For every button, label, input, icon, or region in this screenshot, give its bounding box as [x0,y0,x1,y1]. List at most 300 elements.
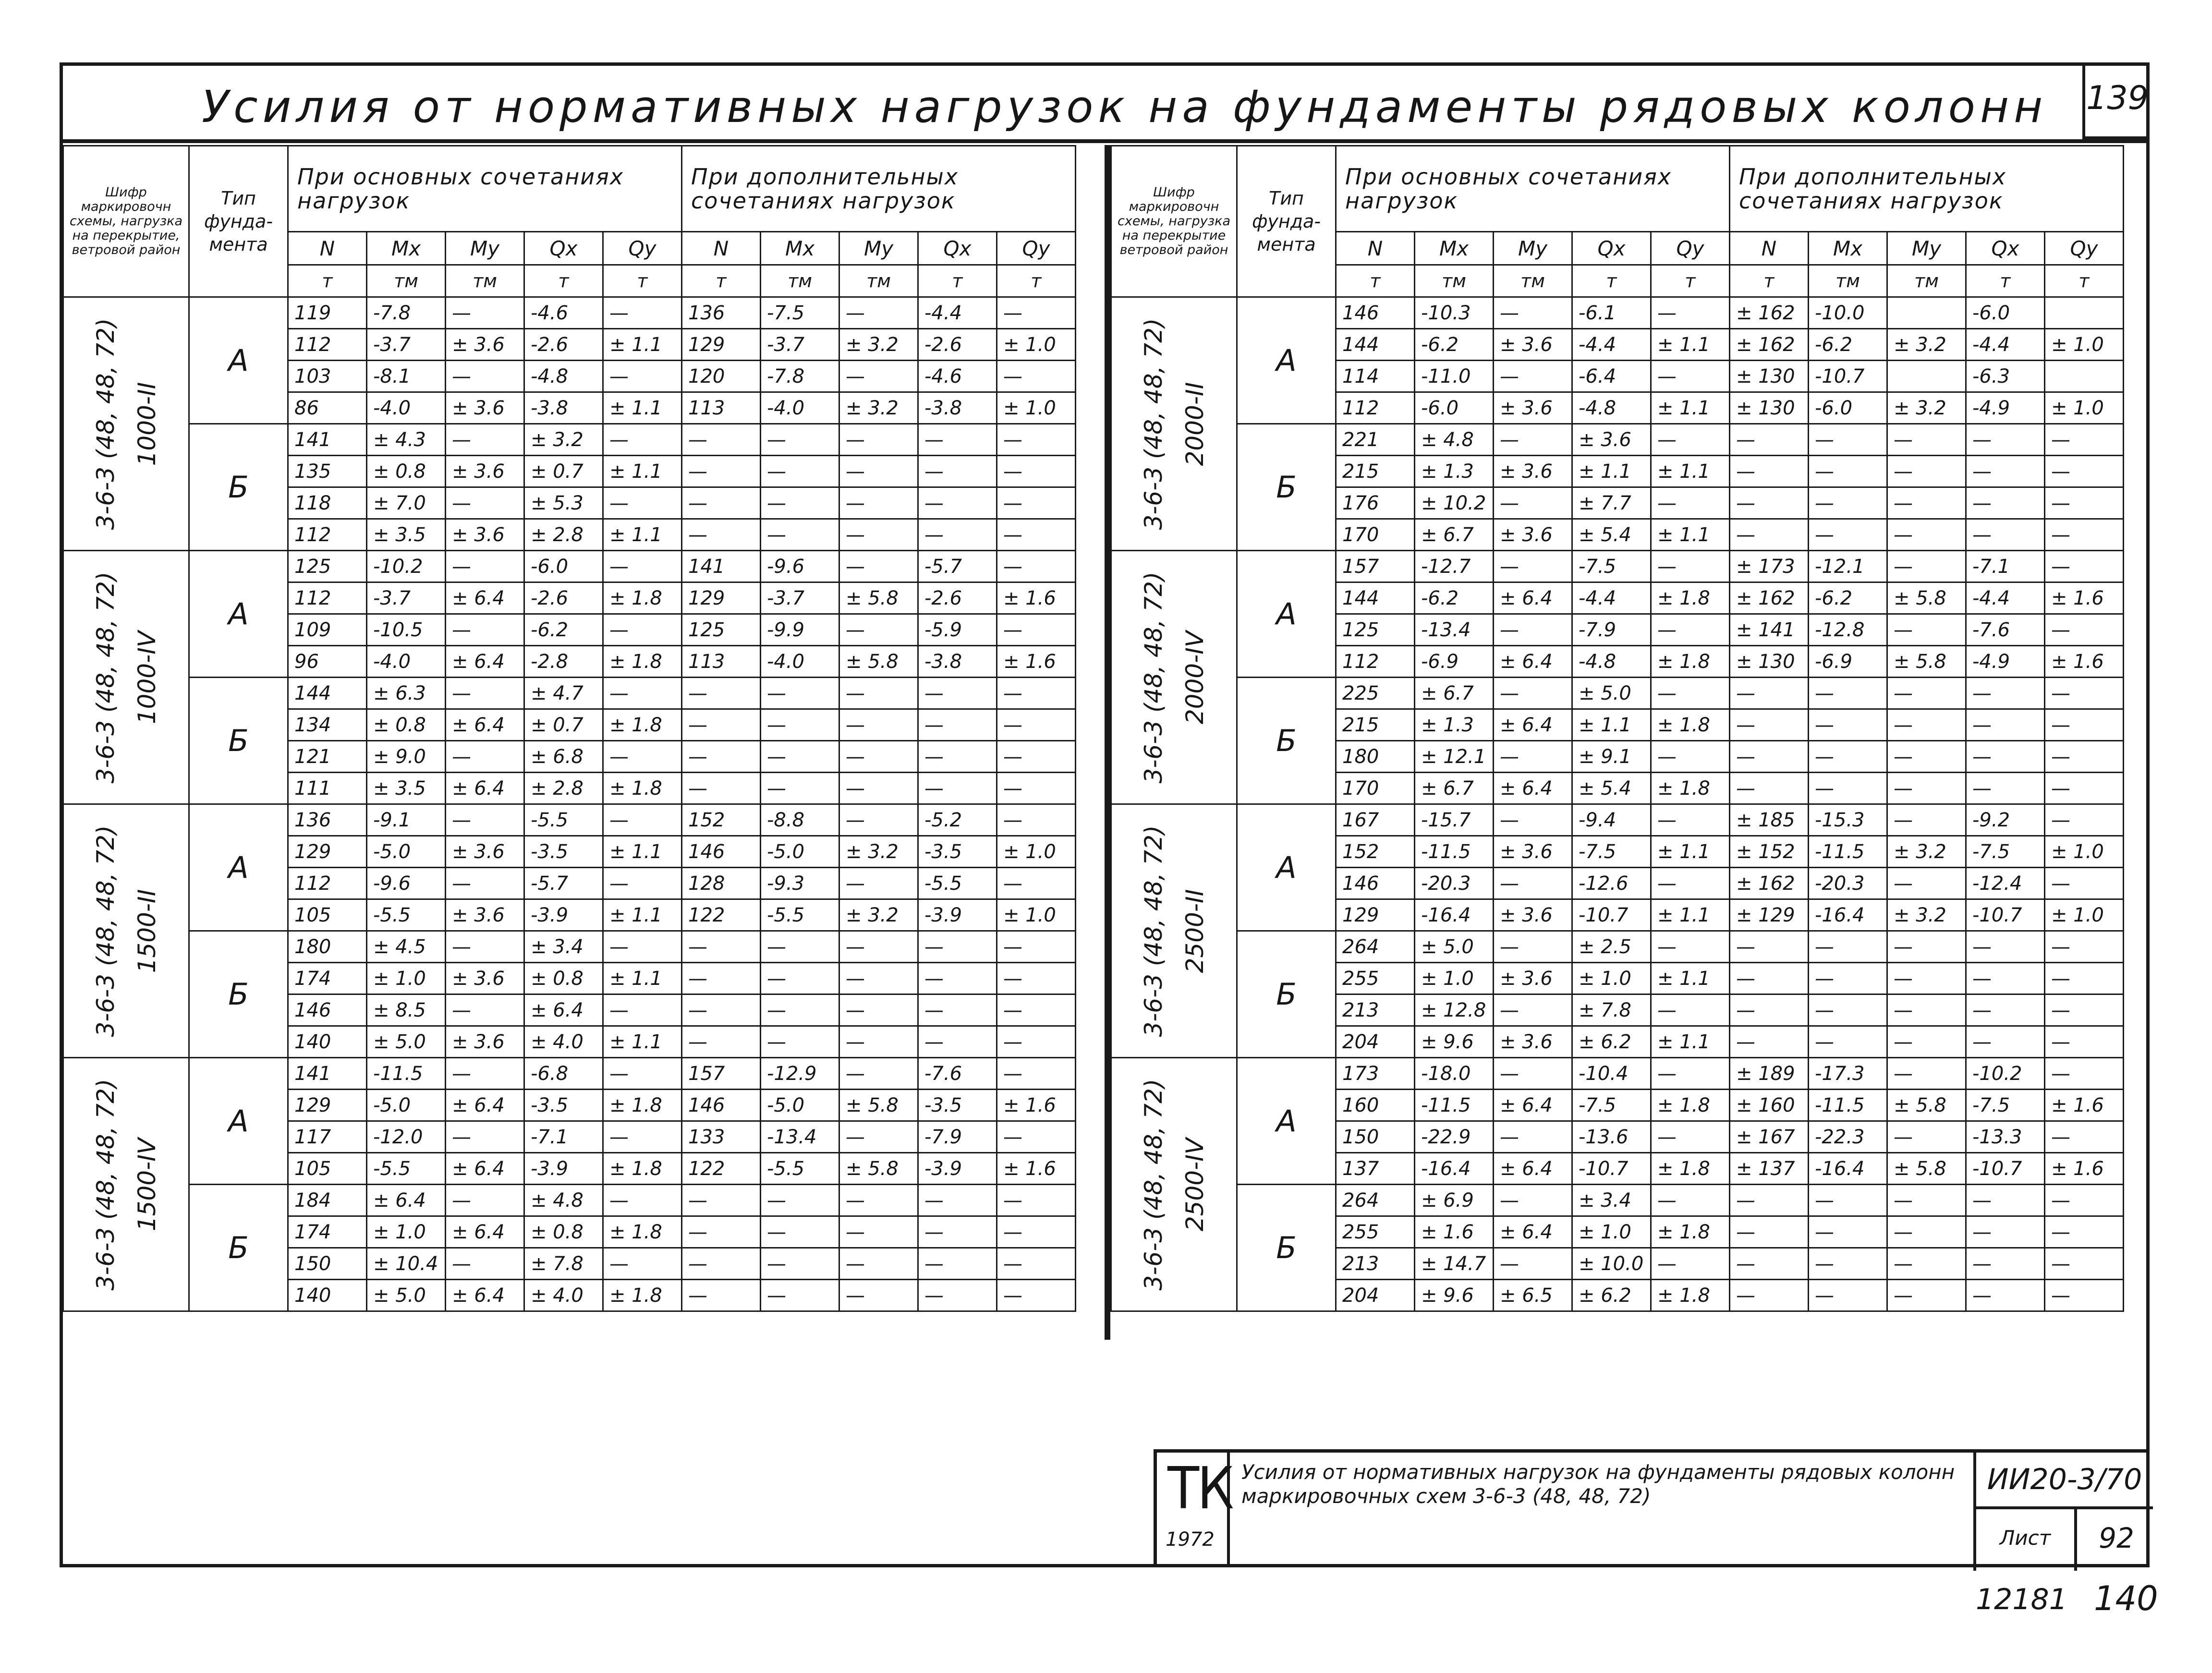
table-row [63,297,1076,329]
value-cell: -5.7 [524,868,603,899]
value-cell: ± 130 [1730,646,1809,678]
value-cell: ± 3.6 [1494,392,1572,424]
scheme-label [1133,571,1215,783]
value-cell: ± 1.1 [1651,899,1730,931]
header-extra-combinations: При дополнительных сочетаниях нагрузок [1730,146,2124,232]
value-cell: — [918,678,997,709]
value-cell: 204 [1336,1280,1415,1311]
value-cell: — [682,1026,761,1058]
value-cell: — [1494,487,1572,519]
value-cell: — [603,297,682,329]
value-cell: ± 0.8 [367,709,446,741]
value-cell: — [603,1121,682,1153]
value-cell: -7.5 [1966,836,2045,868]
value-cell: -5.5 [918,868,997,899]
value-cell: — [446,614,524,646]
value-cell: — [839,868,918,899]
foundation-type: А [189,804,288,931]
value-cell: -4.0 [367,646,446,678]
value-cell: -7.6 [1966,614,2045,646]
value-cell: — [1730,1216,1809,1248]
value-cell: 173 [1336,1058,1415,1090]
value-cell: ± 8.5 [367,994,446,1026]
title-block [1154,1449,2150,1567]
value-cell: — [1809,1185,1887,1216]
value-cell: — [2045,1026,2124,1058]
table-row [63,551,1076,582]
value-cell: ± 6.5 [1494,1280,1572,1311]
value-cell: — [839,614,918,646]
value-cell [2045,361,2124,392]
value-cell: -4.9 [1966,646,2045,678]
value-cell: 225 [1336,678,1415,709]
header-unit: тм [1887,265,1966,297]
value-cell: — [918,741,997,773]
value-cell: — [761,424,839,456]
value-cell: ± 162 [1730,582,1809,614]
header-symbol: N [288,232,367,265]
value-cell: — [997,1026,1076,1058]
value-cell: — [1730,994,1809,1026]
value-cell: ± 3.2 [839,836,918,868]
value-cell: — [2045,1280,2124,1311]
value-cell: — [2045,424,2124,456]
value-cell: ± 1.3 [1415,709,1494,741]
value-cell: — [603,678,682,709]
value-cell: — [446,297,524,329]
foundation-type: А [189,551,288,678]
value-cell: -3.8 [524,392,603,424]
value-cell: — [1651,868,1730,899]
value-cell: ± 7.8 [524,1248,603,1280]
value-cell: — [1494,678,1572,709]
value-cell: — [1809,678,1887,709]
value-cell: -12.4 [1966,868,2045,899]
value-cell: -3.7 [367,329,446,361]
value-cell: — [2045,709,2124,741]
value-cell: -10.7 [1572,1153,1651,1185]
value-cell: -4.4 [1572,329,1651,361]
value-cell: ± 1.0 [2045,392,2124,424]
value-cell: -18.0 [1415,1058,1494,1090]
value-cell: ± 1.1 [603,519,682,551]
header-scheme: Шифр маркировочн схемы, нагрузка на перекрытие, ветровой район [63,146,189,297]
value-cell: -12.0 [367,1121,446,1153]
value-cell: ± 1.0 [1572,1216,1651,1248]
value-cell: ± 1.0 [2045,329,2124,361]
value-cell: 112 [288,582,367,614]
value-cell: ± 1.1 [603,392,682,424]
value-cell: — [997,361,1076,392]
value-cell: -16.4 [1415,1153,1494,1185]
value-cell: -5.0 [367,836,446,868]
value-cell: -4.4 [918,297,997,329]
value-cell: ± 1.8 [1651,773,1730,804]
value-cell: ± 2.8 [524,773,603,804]
value-cell: — [682,1280,761,1311]
value-cell: — [997,424,1076,456]
value-cell: — [1966,519,2045,551]
value-cell: — [1887,994,1966,1026]
value-cell: ± 130 [1730,361,1809,392]
value-cell: — [2045,1185,2124,1216]
value-cell: -13.3 [1966,1121,2045,1153]
value-cell: -5.0 [761,836,839,868]
header-unit: т [997,265,1076,297]
value-cell: — [761,1280,839,1311]
value-cell: — [918,424,997,456]
stamp-year: 1972 [1166,1528,1215,1551]
value-cell: — [1966,1216,2045,1248]
value-cell: -12.7 [1415,551,1494,582]
value-cell: — [603,868,682,899]
value-cell: — [918,487,997,519]
value-cell: — [997,1216,1076,1248]
value-cell: — [839,741,918,773]
header-unit: тм [761,265,839,297]
value-cell: — [1494,551,1572,582]
value-cell: ± 152 [1730,836,1809,868]
value-cell: — [1966,963,2045,994]
value-cell: — [2045,1058,2124,1090]
value-cell: ± 1.6 [2045,1090,2124,1121]
value-cell: ± 12.8 [1415,994,1494,1026]
value-cell: ± 189 [1730,1058,1809,1090]
value-cell: 170 [1336,773,1415,804]
value-cell: ± 3.6 [446,519,524,551]
value-cell: — [2045,804,2124,836]
value-cell: ± 1.8 [603,1153,682,1185]
table-row [1111,551,2124,582]
value-cell: ± 6.3 [367,678,446,709]
value-cell: -15.3 [1809,804,1887,836]
value-cell: ± 1.8 [603,773,682,804]
value-cell: ± 1.1 [603,329,682,361]
header-symbol: N [682,232,761,265]
value-cell: — [839,1185,918,1216]
title-divider [60,139,2150,143]
scheme-label [1133,318,1215,530]
value-cell: -3.9 [524,899,603,931]
value-cell: — [1494,1058,1572,1090]
value-cell: ± 129 [1730,899,1809,931]
value-cell: -7.8 [367,297,446,329]
value-cell: ± 5.8 [839,582,918,614]
value-cell: -6.3 [1966,361,2045,392]
value-cell: 157 [1336,551,1415,582]
value-cell: — [2045,614,2124,646]
value-cell [2045,297,2124,329]
value-cell: -2.6 [524,329,603,361]
value-cell: -20.3 [1415,868,1494,899]
value-cell: — [446,1121,524,1153]
value-cell: 111 [288,773,367,804]
value-cell: — [1494,297,1572,329]
value-cell: 119 [288,297,367,329]
value-cell: -9.6 [761,551,839,582]
value-cell: -4.4 [1966,582,2045,614]
value-cell: — [761,931,839,963]
value-cell: ± 6.4 [1494,646,1572,678]
header-symbol: Mx [367,232,446,265]
value-cell: ± 3.2 [1887,329,1966,361]
value-cell: — [603,1058,682,1090]
value-cell: ± 1.8 [1651,1280,1730,1311]
value-cell: 167 [1336,804,1415,836]
value-cell: 213 [1336,1248,1415,1280]
value-cell: — [839,519,918,551]
value-cell: -5.5 [367,1153,446,1185]
value-cell: — [1730,741,1809,773]
value-cell: -20.3 [1809,868,1887,899]
value-cell: — [1887,551,1966,582]
value-cell: ± 6.2 [1572,1026,1651,1058]
value-cell: ± 1.0 [997,392,1076,424]
value-cell: ± 1.8 [1651,1090,1730,1121]
header-unit: тм [1494,265,1572,297]
header-unit: тм [446,265,524,297]
value-cell: 141 [682,551,761,582]
value-cell: ± 0.8 [524,1216,603,1248]
value-cell: — [1887,931,1966,963]
value-cell: — [839,1121,918,1153]
scheme-code: 3-6-3 (48, 48, 72) [1139,1079,1167,1290]
value-cell: 141 [288,1058,367,1090]
value-cell: ± 5.4 [1572,773,1651,804]
value-cell: — [2045,1216,2124,1248]
value-cell: — [997,297,1076,329]
value-cell: ± 7.8 [1572,994,1651,1026]
value-cell: -5.0 [761,1090,839,1121]
value-cell: 146 [288,994,367,1026]
value-cell: ± 1.8 [603,582,682,614]
value-cell: ± 1.6 [2045,646,2124,678]
value-cell: — [1809,963,1887,994]
value-cell: — [997,551,1076,582]
value-cell: ± 9.1 [1572,741,1651,773]
value-cell: ± 5.4 [1572,519,1651,551]
value-cell: — [1966,487,2045,519]
sheet-box [1973,1509,2153,1571]
value-cell: ± 3.2 [839,329,918,361]
value-cell: -6.0 [524,551,603,582]
value-cell: 160 [1336,1090,1415,1121]
header-symbol: Qy [1651,232,1730,265]
value-cell: ± 3.2 [1887,899,1966,931]
value-cell: ± 4.0 [524,1280,603,1311]
value-cell: ± 6.4 [1494,773,1572,804]
value-cell: — [1494,1121,1572,1153]
value-cell: — [1966,456,2045,487]
value-cell: -12.9 [761,1058,839,1090]
value-cell: — [761,519,839,551]
value-cell: ± 1.1 [603,1026,682,1058]
header-symbol: My [1494,232,1572,265]
value-cell: 141 [288,424,367,456]
value-cell: ± 162 [1730,329,1809,361]
value-cell: — [1651,361,1730,392]
value-cell: ± 1.6 [997,582,1076,614]
value-cell: -4.6 [524,297,603,329]
value-cell: 146 [682,1090,761,1121]
value-cell: — [997,1121,1076,1153]
scheme-cell [63,1058,189,1311]
value-cell: ± 3.2 [839,392,918,424]
value-cell: — [603,361,682,392]
value-cell: ± 5.8 [1887,1153,1966,1185]
value-cell: -5.5 [761,1153,839,1185]
value-cell: ± 10.2 [1415,487,1494,519]
value-cell: — [1730,931,1809,963]
value-cell: ± 6.4 [446,646,524,678]
value-cell: 112 [288,868,367,899]
header-symbol: Qx [1966,232,2045,265]
value-cell: 152 [682,804,761,836]
value-cell: 204 [1336,1026,1415,1058]
header-unit: т [1966,265,2045,297]
value-cell: ± 1.8 [603,646,682,678]
value-cell: — [1651,931,1730,963]
value-cell: ± 3.6 [1572,424,1651,456]
value-cell: — [446,931,524,963]
value-cell: — [839,931,918,963]
value-cell: -6.0 [1415,392,1494,424]
value-cell: — [761,678,839,709]
value-cell: — [1730,519,1809,551]
value-cell: ± 6.4 [446,1153,524,1185]
value-cell: -11.5 [367,1058,446,1090]
value-cell: ± 3.6 [446,836,524,868]
value-cell: -4.0 [761,392,839,424]
value-cell: ± 5.8 [839,1090,918,1121]
table-row [1111,1185,2124,1216]
value-cell: -6.2 [1809,582,1887,614]
scheme-code: 3-6-3 (48, 48, 72) [91,825,120,1037]
value-cell: 146 [682,836,761,868]
scheme-load: 2500-IV [1180,1138,1209,1231]
value-cell: -2.6 [918,582,997,614]
archive-number: 12181 [1976,1583,2067,1616]
value-cell: — [1809,1248,1887,1280]
value-cell: ± 3.6 [1494,1026,1572,1058]
value-cell: -12.8 [1809,614,1887,646]
value-cell: 120 [682,361,761,392]
value-cell: 255 [1336,963,1415,994]
value-cell: — [761,1248,839,1280]
header-symbol: Qy [2045,232,2124,265]
value-cell: — [918,963,997,994]
value-cell: ± 6.4 [367,1185,446,1216]
value-cell: 144 [1336,329,1415,361]
value-cell: 213 [1336,994,1415,1026]
scheme-label [85,825,168,1037]
value-cell: — [997,804,1076,836]
value-cell: ± 1.0 [1572,963,1651,994]
value-cell: — [446,361,524,392]
value-cell: — [839,551,918,582]
value-cell: ± 130 [1730,392,1809,424]
value-cell: 136 [288,804,367,836]
value-cell: ± 3.6 [1494,963,1572,994]
header-symbol: My [1887,232,1966,265]
value-cell: ± 1.1 [603,899,682,931]
scheme-label [1133,1079,1215,1290]
value-cell: ± 10.4 [367,1248,446,1280]
value-cell: — [997,678,1076,709]
value-cell: — [918,519,997,551]
header-symbol: Qx [1572,232,1651,265]
value-cell: 105 [288,899,367,931]
value-cell: — [682,931,761,963]
value-cell: — [2045,678,2124,709]
value-cell: 112 [1336,646,1415,678]
header-unit: т [524,265,603,297]
value-cell: — [682,1248,761,1280]
value-cell: — [997,963,1076,994]
org-mark: ТК [1167,1455,1232,1522]
sheet-number: 92 [2099,1522,2134,1554]
value-cell: -16.4 [1415,899,1494,931]
foundation-type: Б [1237,931,1336,1058]
scheme-cell [1111,804,1237,1058]
value-cell: 129 [682,329,761,361]
value-cell: — [2045,1121,2124,1153]
value-cell: ± 1.1 [603,836,682,868]
value-cell: — [603,804,682,836]
value-cell: — [603,1185,682,1216]
value-cell: — [1494,931,1572,963]
value-cell: ± 6.4 [1494,1153,1572,1185]
value-cell: — [918,1026,997,1058]
value-cell: — [603,741,682,773]
value-cell: — [839,1248,918,1280]
value-cell: 180 [1336,741,1415,773]
value-cell: — [1887,1280,1966,1311]
value-cell: — [682,773,761,804]
header-symbol: Mx [1415,232,1494,265]
value-cell: -7.1 [1966,551,2045,582]
value-cell: -15.7 [1415,804,1494,836]
value-cell: -16.4 [1809,1153,1887,1185]
header-symbol: My [446,232,524,265]
value-cell: ± 6.2 [1572,1280,1651,1311]
value-cell: ± 4.0 [524,1026,603,1058]
value-cell: ± 4.8 [1415,424,1494,456]
value-cell: — [446,804,524,836]
value-cell: ± 4.3 [367,424,446,456]
value-cell: -3.9 [918,899,997,931]
value-cell: — [1651,614,1730,646]
table-row [63,678,1076,709]
value-cell: ± 1.0 [997,836,1076,868]
scheme-cell [63,551,189,804]
value-cell: -6.2 [1415,582,1494,614]
value-cell: — [446,487,524,519]
value-cell: — [682,994,761,1026]
value-cell: — [1494,614,1572,646]
value-cell: ± 162 [1730,868,1809,899]
document-code: ИИ20-3/70 [1973,1453,2153,1509]
value-cell: ± 1.6 [997,646,1076,678]
value-cell: ± 5.8 [1887,582,1966,614]
value-cell: — [839,1058,918,1090]
value-cell: — [839,678,918,709]
value-cell: -10.7 [1966,1153,2045,1185]
scheme-cell [1111,1058,1237,1311]
value-cell: -7.5 [761,297,839,329]
value-cell: — [1494,741,1572,773]
value-cell: ± 3.6 [446,1026,524,1058]
